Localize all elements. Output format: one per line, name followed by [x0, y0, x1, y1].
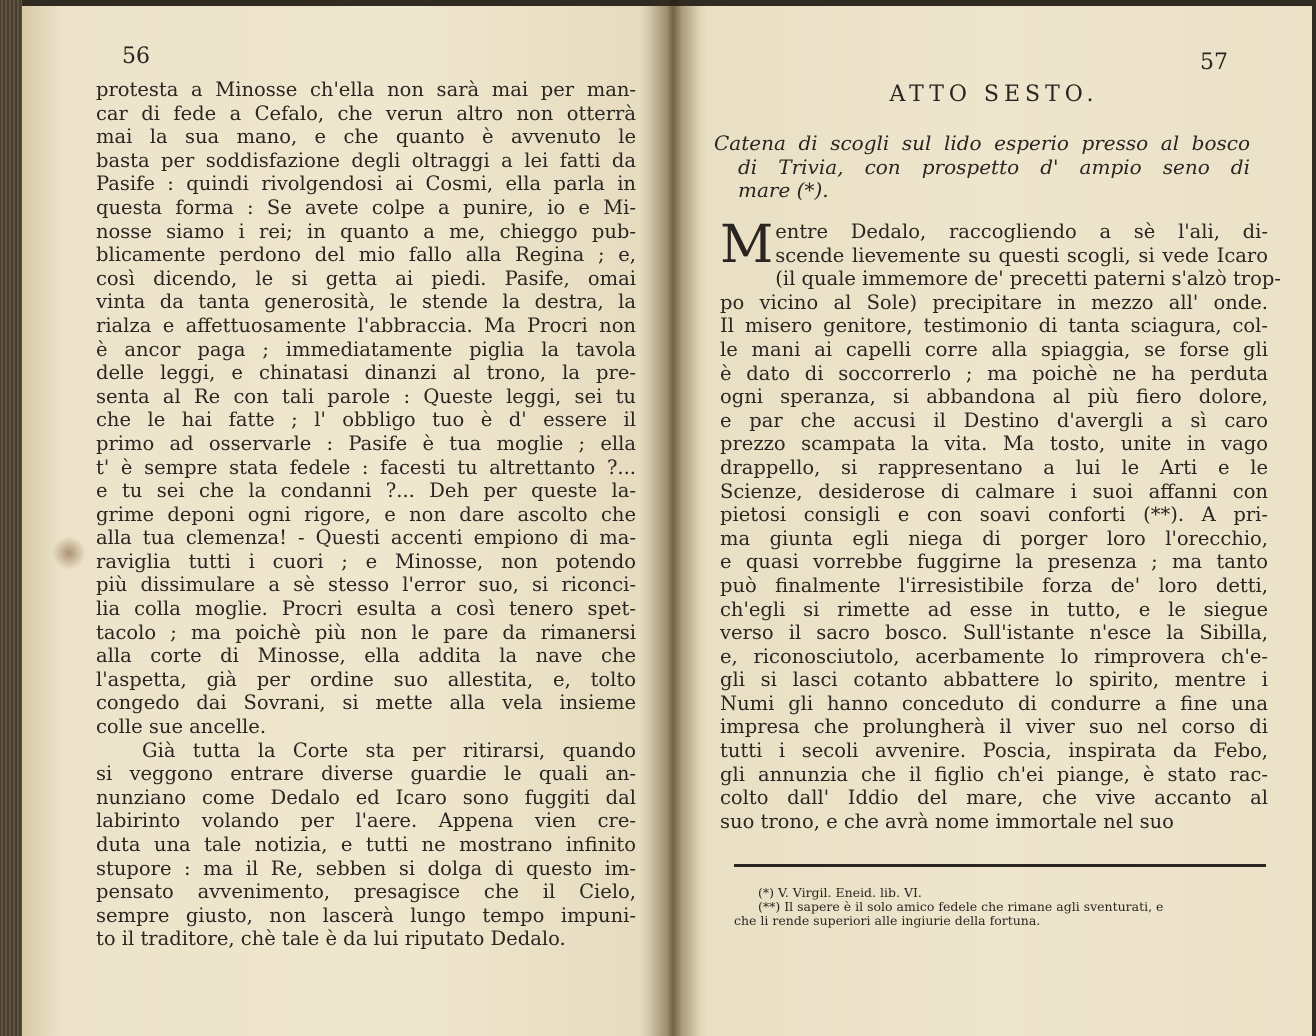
text-line: Pasife : quindi rivolgendosi ai Cosmi, ella parla in: [96, 172, 636, 196]
text-line: rialza e affettuosamente l'abbraccia. Ma Procri non: [96, 313, 636, 337]
right-page-text: [720, 215, 1281, 833]
text-line: impresa che prolungherà il viver suo nel corso di: [720, 715, 1268, 739]
left-page: [22, 6, 676, 1036]
text-line: (il quale immemore de' precetti paterni s'alzò trop-: [775, 267, 1281, 291]
text-line: labirinto volando per l'aere. Appena vien cre-: [96, 809, 636, 833]
footnote-line: (*) V. Virgil. Eneid. lib. VI.: [758, 885, 922, 900]
ink-stain: [52, 536, 86, 570]
text-line: Il misero genitore, testimonio di tanta sciagura, col-: [720, 314, 1268, 338]
footnote-line: che li rende superiori alle ingiurie della fortuna.: [734, 913, 1041, 928]
text-line: tutti i secoli avvenire. Poscia, inspirata da Febo,: [720, 739, 1268, 763]
text-line: t' è sempre stata fedele : facesti tu altrettanto ?...: [96, 455, 636, 479]
page-edges: [0, 0, 22, 1036]
text-line: protesta a Minosse ch'ella non sarà mai per man-: [96, 78, 636, 101]
act-heading: ATTO SESTO.: [889, 82, 1099, 107]
text-line: sempre giusto, non lascerà lungo tempo impuni-: [96, 903, 636, 927]
text-line: nosse siamo i rei; in quanto a me, chieggo pub-: [96, 219, 636, 243]
text-line: pensato avvenimento, presagisce che il Cielo,: [96, 880, 636, 904]
text-line: e tu sei che la condanni ?... Deh per queste la-: [96, 479, 636, 503]
text-line: drappello, si rappresentano a lui le Arti e le: [720, 455, 1268, 479]
text-line: mai la sua mano, e che quanto è avvenuto le: [96, 125, 636, 149]
text-line: suo trono, e che avrà nome immortale nel suo: [720, 809, 1174, 833]
stage-direction-line: di Trivia, con prospetto d' ampio seno di: [738, 154, 1250, 179]
text-line: gli annunzia che il figlio ch'ei piange, è stato rac-: [720, 762, 1268, 786]
text-line: nunziano come Dedalo ed Icaro sono fuggiti dal: [96, 785, 636, 809]
stage-direction: [714, 132, 1250, 203]
text-line: basta per soddisfazione degli oltraggi a lei fatti da: [96, 148, 636, 172]
text-line: stupore : ma il Re, sebben si dolga di questo im-: [96, 856, 636, 880]
right-page: [676, 6, 1312, 1036]
text-line: colto dall' Iddio del mare, che vive accanto al: [720, 786, 1268, 810]
text-line: che le hai fatte ; l' obbligo tuo è d' essere il: [96, 408, 636, 432]
text-line: congedo dai Sovrani, si mette alla vela insieme: [96, 691, 636, 715]
text-line: ma giunta egli niega di porger loro l'orecchio,: [720, 526, 1268, 550]
text-line: to il traditore, chè tale è da lui riputato Dedalo.: [96, 927, 566, 951]
text-line: tacolo ; ma poichè più non le pare da rimanersi: [96, 620, 636, 644]
footnote-line: (**) Il sapere è il solo amico fedele che rimane agli sventurati, e: [758, 899, 1164, 914]
text-line: Scienze, desiderose di calmare i suoi affanni con: [720, 479, 1268, 503]
text-line: vinta da tanta generosità, le stende la destra, la: [96, 290, 636, 314]
text-line: prezzo scampata la vita. Ma tosto, unite in vago: [720, 432, 1268, 456]
text-line: e par che accusi il Destino d'avergli a sì caro: [720, 408, 1268, 432]
text-line: grime deponi ogni rigore, e non dare ascolto che: [96, 502, 636, 526]
stage-direction-line: Catena di scogli sul lido esperio presso al bosco: [714, 131, 1250, 155]
text-line: e, riconosciutolo, acerbamente lo rimprovera ch'e-: [720, 644, 1268, 668]
text-line: delle leggi, e chinatasi dinanzi al trono, la pre-: [96, 361, 636, 385]
text-line: è ancor paga ; immediatamente piglia la tavola: [96, 337, 636, 361]
page-number-right: 57: [1200, 50, 1228, 75]
text-line: più dissimulare a sè stesso l'error suo, si riconci-: [96, 573, 636, 597]
text-line: alla corte di Minosse, ella addita la nave che: [96, 644, 636, 668]
text-line: si veggono entrare diverse guardie le quali an-: [96, 762, 636, 786]
text-line: le mani ai capelli corre alla spiaggia, se forse gli: [720, 337, 1268, 361]
page-number-left: 56: [122, 44, 150, 69]
text-line: può finalmente l'irresistibile forza de' loro detti,: [720, 573, 1268, 597]
left-page-text: [96, 78, 636, 951]
text-line: ch'egli si rimette ad esse in tutto, e le siegue: [720, 597, 1268, 621]
stage-direction-line: mare (*).: [738, 178, 829, 202]
footnote-rule: [734, 864, 1266, 867]
text-line: po vicino al Sole) precipitare in mezzo all' onde.: [720, 290, 1268, 314]
text-line: blicamente perdono del mio fallo alla Regina ; e,: [96, 243, 636, 267]
text-line: ogni speranza, si abbandona al più fiero dolore,: [720, 385, 1268, 409]
text-line: raviglia tutti i cuori ; e Minosse, non potendo: [96, 549, 636, 573]
text-line: lia colla moglie. Procri esulta a così tenero spet-: [96, 597, 636, 621]
text-line: e quasi vorrebbe fuggirne la presenza ; ma tanto: [720, 550, 1268, 574]
text-line: colle sue ancelle.: [96, 715, 267, 739]
text-line: alla tua clemenza! - Questi accenti empiono di ma-: [96, 526, 636, 550]
text-line: scende lievemente su questi scogli, si vede Icaro: [775, 243, 1268, 267]
text-line: duta una tale notizia, e tutti ne mostrano infinito: [96, 833, 636, 856]
text-line: senta al Re con tali parole : Queste leggi, sei tu: [96, 384, 636, 408]
text-line: verso il sacro bosco. Sull'istante n'esce la Sibilla,: [720, 621, 1268, 645]
book-spine: [640, 0, 700, 1036]
text-line: pietosi consigli e con soavi conforti (**). A pri-: [720, 503, 1268, 527]
text-line: Numi gli hanno conceduto di condurre a fine una: [720, 691, 1268, 715]
text-line: Già tutta la Corte sta per ritirarsi, quando: [142, 738, 636, 762]
footnotes: [734, 886, 1274, 928]
text-line: gli si lasci cotanto abbattere lo spirito, mentre i: [720, 668, 1268, 692]
text-line: entre Dedalo, raccogliendo a sè l'ali, di-: [775, 220, 1268, 243]
text-line: primo ad osservarle : Pasife è tua moglie ; ella: [96, 431, 636, 455]
text-line: così dicendo, le si getta ai piedi. Pasife, omai: [96, 266, 636, 290]
drop-cap: M: [720, 215, 774, 275]
text-line: l'aspetta, già per ordine suo allestita, e, tolto: [96, 667, 636, 691]
text-line: car di fede a Cefalo, che verun altro non otterrà: [96, 101, 636, 125]
text-line: è dato di soccorrerlo ; ma poichè ne ha perduta: [720, 361, 1268, 385]
text-line: questa forma : Se avete colpe a punire, io e Mi-: [96, 195, 636, 219]
